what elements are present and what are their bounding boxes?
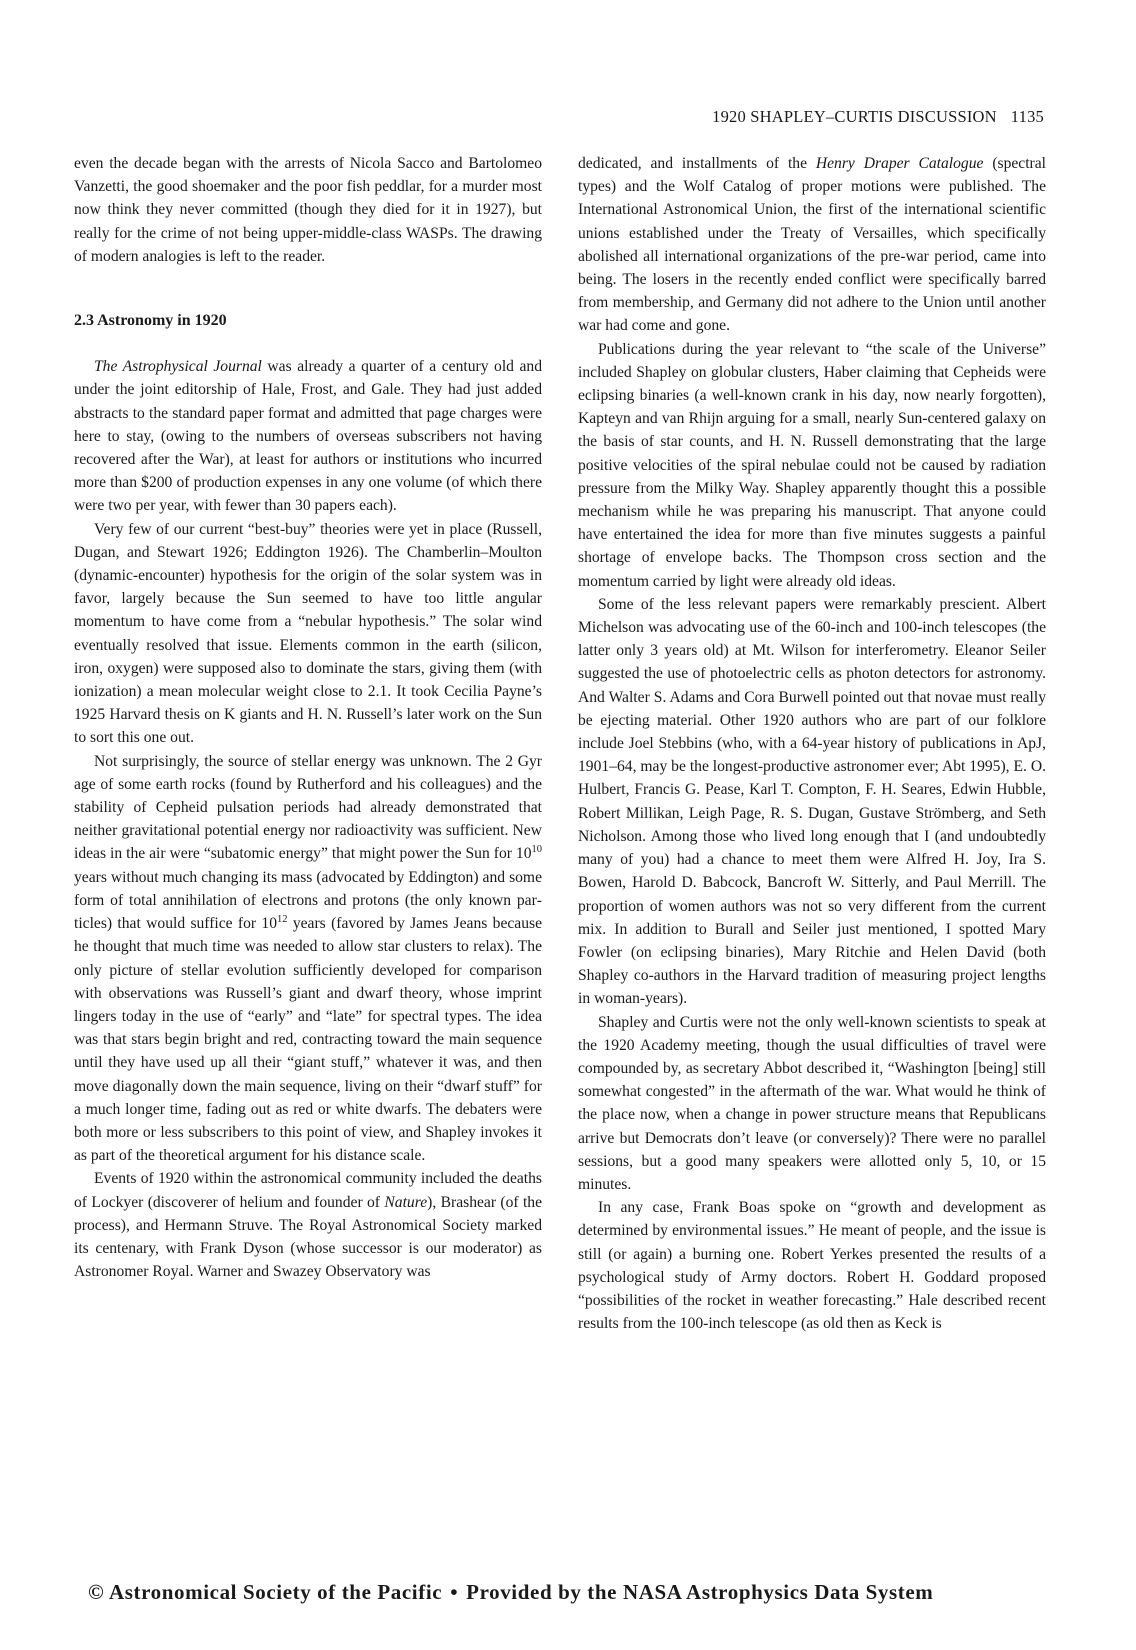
paragraph: even the decade began with the arrests of Nicola Sacco and Bartolomeo Vanzetti, the good shoemaker and the poor fish peddlar, for a murder most now think they never committed (though they died for it in 1927), but really for the crime of not being upper-middle-class WASPs. The drawing of modern analogies is left to the reader. [74, 155, 542, 265]
paragraph [74, 750, 542, 1168]
paragraph: Some of the less relevant papers were remarkably prescient. Albert Michelson was advocating use of the 60-inch and 100-inch telescopes (the latter only 3 years old) at Mt. Wilson for interferometry. Eleanor Seiler suggested the use of photoelectric cells as photon detectors for astronomy. And Walter S. Adams and Cora Burwell pointed out that novae must really be ejecting material. Other 1920 authors who are part of our folklore include Joel Stebbins (who, with a 64-year history of publications in ApJ, 1901–64, may be the longest-productive astronomer ever; Abt 1995), E. O. Hulbert, Francis G. Pease, Karl T. Compton, F. H. Seares, Edwin Hubble, Robert Millikan, Leigh Page, R. S. Dugan, Gustave Strömberg, and Seth Nicholson. Among those who lived long enough that I (and undoubtedly many of you) had a chance to meet them were Alfred H. Joy, Ira S. Bowen, Harold D. Babcock, Bancroft W. Sitterly, and Paul Merrill. The proportion of women authors was not so very different from the current mix. In addition to Burall and Seiler just mentioned, I spotted Mary Fowler (on eclipsing binaries), Mary Ritchie and Helen David (both Shapley co-authors in the Harvard tradition of measuring project lengths in woman-years). [578, 595, 1046, 1008]
running-head [712, 107, 1044, 127]
paragraph-text: was already a quarter of a century old and under the joint editorship of Hale, Frost, and Gale. They had just added abstracts to the standard paper format and admitted that page charges were here to stay, (owing to the numbers of overseas subscribers not having recovered after the War), at least for authors or institutions who incurred more than $200 of production expenses in any one volume (of which there were two per year, with fewer than 30 papers each). [74, 358, 542, 515]
paragraph: In any case, Frank Boas spoke on “growth and development as determined by environmental issues.” He meant of people, and the issue is still (or again) a burning one. Robert Yerkes presented the results of a psychological study of Army doctors. Robert H. Goddard proposed “possibilities of the rocket in weather forecasting.” Hale described recent results from the 100-inch telescope (as old then as Keck is [578, 1199, 1046, 1333]
provider-notice: Provided by the NASA Astrophysics Data System [466, 1580, 934, 1604]
paragraph [74, 1167, 542, 1283]
catalogue-title: Henry Draper Catalogue [815, 155, 984, 172]
footer-separator: • [450, 1580, 459, 1604]
paragraph-text: years (favored by James Jeans because he thought that much time was needed to allow star clusters to relax). The only picture of stellar evolution sufficiently developed for comparison with observations was Russell’s giant and dwarf theory, whose imprint lingers today in the use of “early” and “late” for spectral types. The idea was that stars begin bright and red, contracting toward the main sequence until they have used up all their “giant stuff,” whatever it was, and then move diagonally down the main sequence, living on their “dwarf stuff” for a much longer time, fading out as red or white dwarfs. The debaters were both more or less subscribers to this point of view, and Shapley invokes it as part of the theoretical argument for his distance scale. [74, 915, 542, 1165]
section-heading: 2.3 Astronomy in 1920 [74, 312, 227, 330]
paragraph: Publications during the year relevant to “the scale of the Universe” included Shapley on globular clusters, Haber claiming that Cepheids were eclipsing binaries (a well-known crank in his day, now nearly forgotten), Kapteyn and van Rhijn arguing for a small, nearly Sun-centered galaxy on the basis of star counts, and H. N. Russell demonstrating that the large positive velocities of the spiral nebulae could not be caused by radiation pressure from the Milky Way. Shapley apparently thought this a possible mechanism while he was preparing his manuscript. That anyone could have entertained the idea for more than five minutes suggests a painful shortage of envelope backs. The Thompson cross section and the momentum carried by light were already old ideas. [578, 340, 1046, 590]
running-title: 1920 SHAPLEY–CURTIS DISCUSSION [712, 107, 997, 126]
paragraph: Very few of our current “best-buy” theories were yet in place (Russell, Dugan, and Stewart 1926; Eddington 1926). The Chamberlin–Moulton (dynamic-encounter) hypothesis for the origin of the solar system was in favor, largely because the Sun seemed to have too little angular momentum to have come from a “nebular hypothesis.” The solar wind eventually resolved that issue. Elements common in the earth (silicon, iron, oxygen) were supposed also to dominate the stars, giving them (with ionization) a mean molecular weight close to 2.1. It took Cecilia Payne’s 1925 Harvard thesis on K giants and H. N. Russell’s later work on the Sun to sort this one out. [74, 520, 542, 747]
paragraph-text: ), Brashear (of the process), and Hermann Struve. The Royal Astronomical Society marked its centenary, with Frank Dyson (whose successor is our moderator) as Astronomer Royal. Warner and Swazey Observatory was [74, 1193, 543, 1281]
paragraph [578, 152, 1046, 338]
paragraph-text: Events of 1920 within the astronomical community included the deaths of Lockyer (discoverer of helium and founder of [74, 1170, 542, 1211]
copyright-notice: © Astronomical Society of the Pacific [88, 1580, 443, 1604]
journal-title: Nature [384, 1193, 428, 1211]
paragraph-text: Not surprisingly, the source of stellar energy was unknown. The 2 Gyr age of some earth rocks (found by Rutherford and his colleagues) and the stability of Cepheid pulsation periods had already demonstrated that neither gravitational potential energy nor radioactivity was sufficient. New ideas in the air were “subatomic energy” that might power the Sun for 10 [74, 752, 542, 863]
right-column [578, 152, 1046, 1335]
paragraph-text: dedicated, and installments of the [578, 155, 816, 172]
paragraph-text: years without much changing its mass (advocated by Eddington) and some form of total annihilation of electrons and protons (the only known particles) that would suffice for 10 [74, 868, 542, 933]
footer [88, 1580, 1048, 1605]
left-column [74, 152, 542, 1283]
paragraph: Shapley and Curtis were not the only well-known scientists to speak at the 1920 Academy meeting, though the usual difficulties of travel were compounded by, as secretary Abbot described it, “Washington [being] still somewhat congested” in the aftermath of the war. What would he think of the place now, when a change in power structure means that Republicans arrive but Democrats don’t leave (or conversely)? There were no parallel sessions, but a good many speakers were allotted only 5, 10, or 15 minutes. [578, 1013, 1046, 1193]
paragraph [74, 355, 542, 517]
journal-title: The Astrophysical Journal [94, 358, 262, 376]
paragraph-text: (spectral types) and the Wolf Catalog of proper motions were published. The International Astronomical Union, the first of the international scientific unions established under the Treaty of Versailles, which specifically abolished all international organizations of the pre-war period, came into being. The losers in the recently ended conflict were specifically barred from membership, and Germany did not adhere to the Union until another war had come and gone. [578, 155, 1046, 335]
exponent: 10 [531, 844, 542, 856]
exponent: 12 [277, 913, 288, 925]
page-number: 1135 [1010, 107, 1044, 126]
